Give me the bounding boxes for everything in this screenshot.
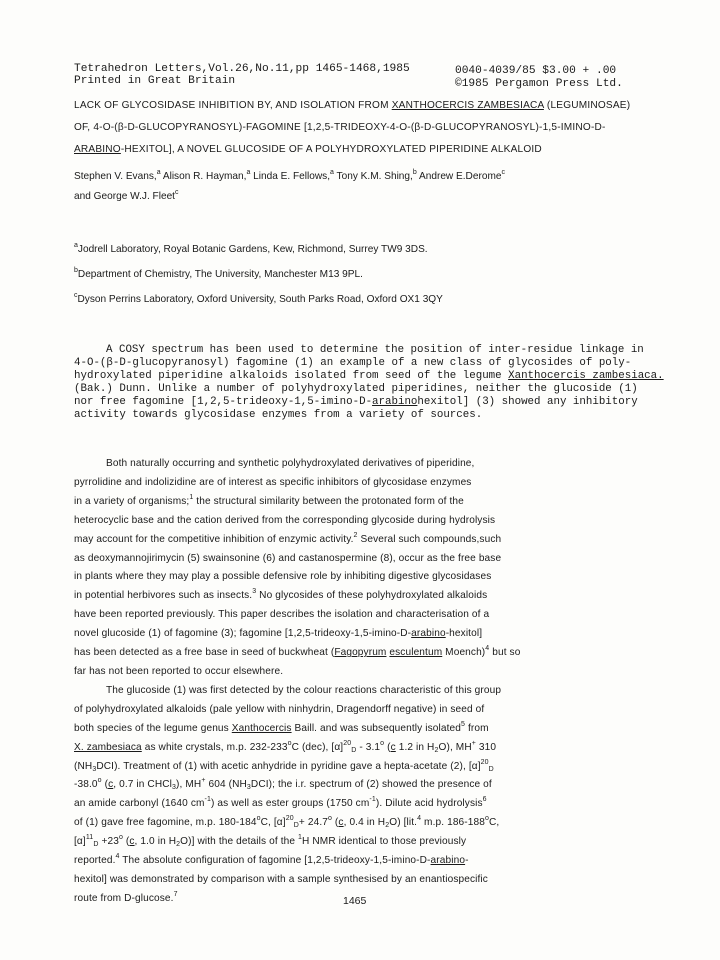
body-text-run: may account for the competitive inhibition of enzymic activity. bbox=[74, 533, 354, 545]
superscript: + bbox=[471, 739, 476, 747]
affil-marker: b bbox=[412, 169, 417, 176]
body-text-run: ( bbox=[332, 817, 339, 829]
author-list bbox=[74, 167, 505, 207]
affil-marker: b bbox=[74, 267, 78, 274]
degree-mark: o bbox=[287, 739, 292, 747]
abstract-text: hexitol] (3) showed any inhibitory bbox=[417, 396, 638, 408]
body-line: as deoxymannojirimycin (5) swainsonine (6) and castanospermine (8), occur as the free base bbox=[74, 552, 502, 564]
body-line bbox=[74, 852, 520, 871]
page-number: 1465 bbox=[343, 895, 367, 907]
body-text-run: (NH bbox=[74, 760, 93, 772]
body-line bbox=[74, 493, 520, 512]
abstract-species: Xanthocercis zambesiaca. bbox=[508, 370, 664, 382]
degree-mark: o bbox=[380, 739, 385, 747]
abstract-line: activity towards glycosidase enzymes from a variety of sources. bbox=[74, 409, 483, 421]
underlined-term: Fagopyrum bbox=[334, 647, 387, 659]
author-line-2 bbox=[74, 187, 505, 207]
underlined-term: X. zambesiaca bbox=[74, 741, 142, 753]
abstract-text: hydroxylated piperidine alkaloids isolated from seed of the legume bbox=[74, 370, 509, 382]
body-text-run: O), MH bbox=[438, 741, 472, 753]
body-text bbox=[74, 455, 520, 909]
body-text-run: , 1.0 in H bbox=[134, 836, 177, 848]
title-arabino: ARABINO bbox=[74, 144, 121, 155]
abstract-line bbox=[74, 396, 664, 409]
degree-mark: o bbox=[97, 777, 102, 785]
abstract-line: (Bak.) Dunn. Unlike a number of polyhydroxylated piperidines, neither the glucoside (1) bbox=[74, 383, 638, 395]
body-text-run: H NMR identical to those previously bbox=[302, 836, 467, 848]
body-text-run: has been detected as a free base in seed of buckwheat ( bbox=[74, 647, 335, 659]
affil-marker: c bbox=[74, 292, 78, 299]
ref-marker: 6 bbox=[482, 796, 487, 804]
underlined-term: arabino bbox=[411, 628, 446, 640]
body-line: in plants where they may play a possible defensive role by inhibiting digestive glycosidases bbox=[74, 571, 492, 583]
affil-marker: a bbox=[74, 242, 78, 249]
author-evans: Stephen V. Evans, bbox=[74, 171, 157, 182]
body-line: far has not been reported to occur elsewhere. bbox=[74, 665, 284, 677]
body-text-run: C, bbox=[489, 817, 500, 829]
author-line-1 bbox=[74, 167, 505, 187]
affiliation-text: Jodrell Laboratory, Royal Botanic Gardens, Kew, Richmond, Surrey TW9 3DS. bbox=[77, 244, 428, 255]
issn-price: 0040-4039/85 $3.00 + .00 bbox=[455, 65, 617, 77]
underlined-term: Xanthocercis bbox=[231, 722, 292, 734]
body-line bbox=[74, 720, 520, 739]
ref-marker: 3 bbox=[252, 588, 257, 596]
degree-mark: o bbox=[256, 815, 261, 823]
affiliation-text: Dyson Perrins Laboratory, Oxford University, South Parks Road, Oxford OX1 3QY bbox=[77, 294, 443, 305]
body-line: Both naturally occurring and synthetic polyhydroxylated derivatives of piperidine, bbox=[106, 458, 475, 469]
body-text-run: No glycosides of these polyhydroxylated alkaloids bbox=[256, 590, 488, 602]
body-line bbox=[74, 776, 520, 795]
title-line-1 bbox=[74, 95, 630, 117]
body-line bbox=[74, 758, 520, 777]
author-fleet: and George W.J. Fleet bbox=[74, 191, 175, 202]
body-text-run: ), MH bbox=[176, 779, 202, 791]
author-fellows: Linda E. Fellows, bbox=[250, 171, 331, 182]
body-text-run: +23 bbox=[98, 836, 119, 848]
body-text-run: of (1) gave free fagomine, m.p. 180-184 bbox=[74, 817, 257, 829]
subscript: 2 bbox=[434, 746, 439, 754]
subscript: D bbox=[93, 841, 99, 849]
journal-citation: Tetrahedron Letters,Vol.26,No.11,pp 1465-1468,1985 bbox=[74, 63, 410, 75]
title-genus: XANTHOCERCIS ZAMBESIACA bbox=[391, 100, 544, 111]
body-text-run: -38.0 bbox=[74, 779, 98, 791]
subscript: 3 bbox=[92, 765, 97, 773]
body-line: The glucoside (1) was first detected by the colour reactions characteristic of this group bbox=[106, 684, 502, 696]
ref-marker: 5 bbox=[461, 720, 466, 728]
underlined-term: c bbox=[129, 836, 135, 848]
author-shing: Tony K.M. Shing, bbox=[333, 171, 413, 182]
body-text-run: O) [lit. bbox=[389, 817, 418, 829]
ref-marker: 4 bbox=[115, 853, 120, 861]
body-line bbox=[74, 587, 520, 606]
affiliation-b bbox=[74, 269, 363, 280]
affiliation-a bbox=[74, 244, 428, 255]
body-line: of polyhydroxylated alkaloids (pale yellow with ninhydrin, Dragendorff negative) in seed of bbox=[74, 703, 485, 715]
body-text-run: 604 (NH bbox=[205, 779, 247, 791]
body-text-run: , 0.7 in CHCl bbox=[113, 779, 173, 791]
title-line-2: OF, 4-O-(β-D-GLUCOPYRANOSYL)-FAGOMINE [1,2,5-TRIDEOXY-4-O-(β-D-GLUCOPYRANOSYL)-1,5-IMINO-D- bbox=[74, 122, 606, 133]
body-text-run: DCI); the i.r. spectrum of (2) showed the presence of bbox=[250, 779, 492, 791]
superscript: -1 bbox=[204, 796, 211, 804]
body-text-run: C (dec), [α] bbox=[291, 741, 344, 753]
author-hayman: Alison R. Hayman, bbox=[160, 171, 247, 182]
abstract-arabino: arabino bbox=[372, 396, 418, 408]
body-text-run: -hexitol] bbox=[445, 628, 483, 640]
body-text-run: Several such compounds,such bbox=[357, 533, 502, 545]
body-text-run: ) as well as ester groups (1750 cm bbox=[210, 798, 370, 810]
abstract-line bbox=[74, 370, 664, 383]
body-text-run: but so bbox=[489, 647, 521, 659]
body-text-run: C, [α] bbox=[260, 817, 286, 829]
body-text-run: as white crystals, m.p. 232-233 bbox=[141, 741, 288, 753]
superscript: + bbox=[201, 777, 206, 785]
body-line bbox=[74, 531, 520, 550]
abstract-line: A COSY spectrum has been used to determine the position of inter-residue linkage in bbox=[106, 344, 644, 356]
ref-marker: 2 bbox=[353, 531, 358, 539]
title-text: (LEGUMINOSAE) bbox=[543, 100, 631, 111]
superscript: -1 bbox=[369, 796, 376, 804]
body-line: pyrrolidine and indolizidine are of interest as specific inhibitors of glycosidase enzymes bbox=[74, 476, 472, 488]
body-text-run: the structural similarity between the protonated form of the bbox=[193, 495, 464, 507]
body-line: heterocyclic base and the cation derived from the corresponding glycoside during hydrolysis bbox=[74, 514, 496, 526]
underlined-term: c bbox=[390, 741, 396, 753]
body-line bbox=[74, 625, 520, 644]
body-text-run: , 0.4 in H bbox=[343, 817, 386, 829]
body-text-run: 1.2 in H bbox=[395, 741, 435, 753]
body-text-run: Moench) bbox=[442, 647, 486, 659]
subscript: D bbox=[293, 822, 299, 830]
body-line bbox=[74, 739, 520, 758]
body-line: have been reported previously. This paper describes the isolation and characterisation of a bbox=[74, 609, 490, 621]
superscript: 11 bbox=[85, 834, 94, 842]
body-line bbox=[74, 890, 520, 909]
body-text-run: + 24.7 bbox=[298, 817, 328, 829]
body-text-run: DCI). Treatment of (1) with acetic anhydride in pyridine gave a hepta-acetate (2), [α] bbox=[96, 760, 481, 772]
ref-marker: 4 bbox=[485, 645, 490, 653]
subscript: D bbox=[351, 746, 357, 754]
author-derome: Andrew E.Derome bbox=[416, 171, 502, 182]
subscript: 3 bbox=[246, 784, 251, 792]
body-text-run: Baill. and was subsequently isolated bbox=[291, 722, 462, 734]
abstract-text: nor free fagomine [1,2,5-trideoxy-1,5-imino-D- bbox=[74, 396, 373, 408]
underlined-term: c bbox=[108, 779, 114, 791]
body-text-run: reported. bbox=[74, 855, 116, 867]
affil-marker: a bbox=[156, 169, 161, 176]
printed-in-line: Printed in Great Britain bbox=[74, 75, 236, 87]
affiliation-c bbox=[74, 294, 443, 305]
abstract bbox=[74, 344, 664, 422]
body-text-run: The absolute configuration of fagomine [1,2,5-trideoxy-1,5-imino-D- bbox=[119, 855, 431, 867]
subscript: D bbox=[488, 765, 494, 773]
body-text-run: novel glucoside (1) of fagomine (3); fagomine [1,2,5-trideoxy-1,5-imino-D- bbox=[74, 628, 412, 640]
superscript: 1 bbox=[298, 834, 303, 842]
affil-marker: c bbox=[175, 189, 179, 196]
title-text: LACK OF GLYCOSIDASE INHIBITION BY, AND ISOLATION FROM bbox=[74, 100, 392, 111]
body-text-run: O)] with the details of the bbox=[180, 836, 299, 848]
body-text-run: 310 bbox=[475, 741, 497, 753]
affil-marker: c bbox=[501, 169, 505, 176]
paper-title bbox=[74, 95, 630, 161]
copyright-line: ©1985 Pergamon Press Ltd. bbox=[455, 78, 623, 90]
affiliation-text: Department of Chemistry, The University, Manchester M13 9PL. bbox=[77, 269, 363, 280]
body-text-run: ( bbox=[384, 741, 391, 753]
degree-mark: o bbox=[327, 815, 332, 823]
body-line bbox=[74, 814, 520, 833]
body-line bbox=[74, 644, 520, 663]
abstract-line: 4-O-(β-D-glucopyranosyl) fagomine (1) an example of a new class of glycosides of poly- bbox=[74, 357, 632, 369]
body-text-run: in a variety of organisms; bbox=[74, 495, 190, 507]
superscript: 20 bbox=[480, 758, 489, 766]
body-text-run: ( bbox=[122, 836, 130, 848]
title-line-3 bbox=[74, 139, 630, 161]
body-text-run: [α] bbox=[74, 836, 86, 848]
underlined-term: c bbox=[338, 817, 344, 829]
body-text-run: ). Dilute acid hydrolysis bbox=[375, 798, 483, 810]
ref-marker: 4 bbox=[417, 815, 422, 823]
subscript: 2 bbox=[176, 841, 181, 849]
subscript: 2 bbox=[385, 822, 390, 830]
body-text-run: in potential herbivores such as insects. bbox=[74, 590, 253, 602]
body-line bbox=[74, 795, 520, 814]
degree-mark: o bbox=[118, 834, 123, 842]
degree-mark: o bbox=[484, 815, 489, 823]
body-text-run: an amide carbonyl (1640 cm bbox=[74, 798, 205, 810]
affil-marker: a bbox=[330, 169, 334, 176]
ref-marker: 7 bbox=[173, 890, 178, 898]
title-text: -HEXITOL], A NOVEL GLUCOSIDE OF A POLYHYDROXYLATED PIPERIDINE ALKALOID bbox=[120, 144, 542, 155]
body-text-run: from bbox=[465, 722, 489, 734]
subscript: 3 bbox=[172, 784, 177, 792]
body-line: hexitol] was demonstrated by comparison with a sample synthesised by an enantiospecific bbox=[74, 873, 488, 885]
superscript: 20 bbox=[285, 815, 294, 823]
body-text-run: ( bbox=[101, 779, 109, 791]
body-text-run: m.p. 186-188 bbox=[421, 817, 485, 829]
body-text-run: - bbox=[465, 855, 469, 867]
body-text-run: - 3.1 bbox=[356, 741, 381, 753]
ref-marker: 1 bbox=[189, 493, 194, 501]
affil-marker: a bbox=[246, 169, 251, 176]
superscript: 20 bbox=[343, 739, 352, 747]
body-line bbox=[74, 833, 520, 852]
underlined-term: arabino bbox=[430, 855, 466, 867]
body-text-run: both species of the legume genus bbox=[74, 722, 232, 734]
body-text-run: route from D-glucose. bbox=[74, 892, 174, 904]
underlined-term: esculentum bbox=[389, 647, 443, 659]
